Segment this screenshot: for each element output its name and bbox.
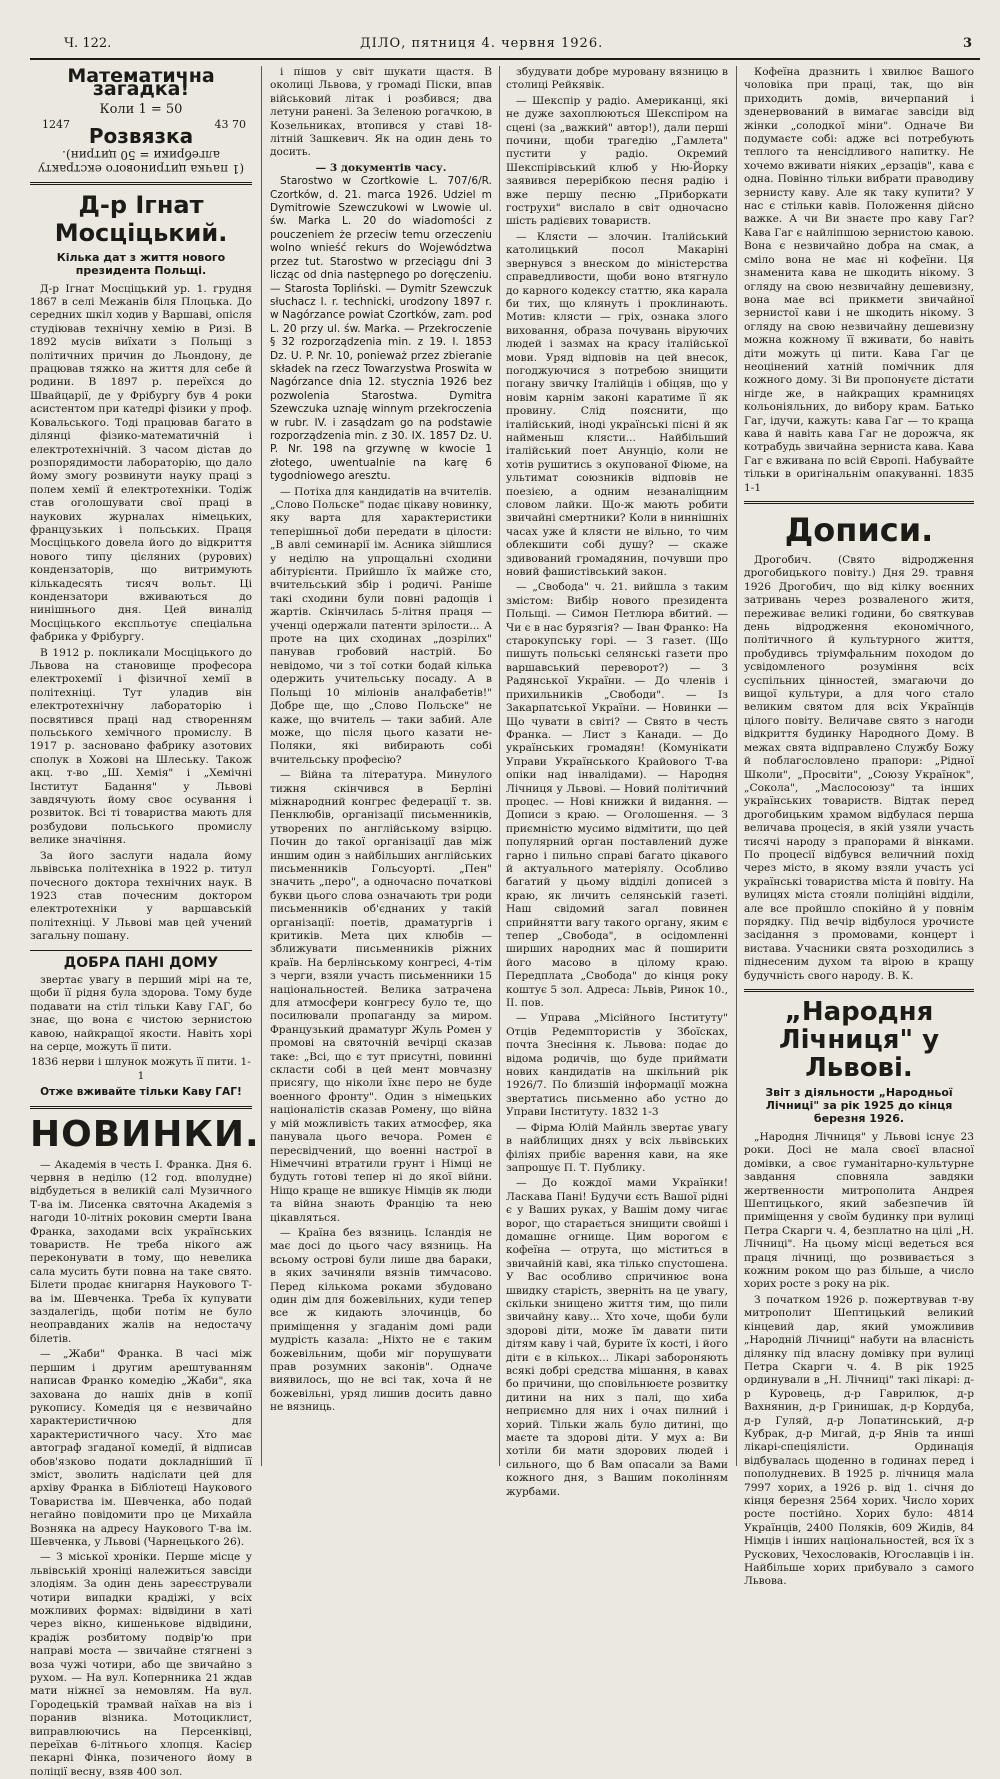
article-paragraph: Д-р Ігнат Мосціцький ур. 1. грудня 1867 в селі Межанів біля Плоцька. До середних шкіл ходив у Варшаві, опісля студіював технічну хемію в Ризі. В 1892 мусів виїхати з Польщі з політичних причин до Льондону, де працював тяжко на життя для себе й родини. В 1897 р. переїхся до Швайцарії, де у Фрібургу був 4 роки асистентом при катедрі фізики у проф. Ковальського. Тоді працював багато в ділянці фізико-математичній і електротехнічній. З часом дістав до розпорядимости лабораторію, що дало йому змогу розвинути науку праці з полем хемії й електротехніки. Тодіж став оголошувати свої праці в наукових журналах німецьких, французьких і польських. Праця Мосціцького довела його до відкриття нового типу цієляних (рурових) кондензаторів, що витримують кількадесять тисяч вольт. Ці кондензатори вживаються до нинішнього дня. Цей виналід Мосціцького експльотує спеціальна фабрика у Фрібургу.: [30, 282, 252, 644]
newspaper-page: [30, 30, 980, 1778]
answer-title: Розвязка: [88, 124, 194, 149]
riddle-right-number: 43 70: [214, 118, 246, 132]
news-item: — Потіха для кандидатів на вчителів. „Слово Польске" подає цікаву новинку, яку варта для характеристики теперішньої доби передати в цілости: „В авлі семинарії ім. Асника зійшлися у неділю на упрощальні сходини абітурієнти. Прийшло їх майже сто, вчительський збір і родичі. Раніше такі сходини були повні радощів і жартів. Скінчилась 5-літня праця — ученці одержали патенти зрілости... А проте на цих сходинах „дозрілих" панував гробовий настрій. Бо невідомо, чи з тої сотки бодай кілька одержить учительську посаду. А в Польщі 10 міліонів аналфабетів!" Добре ще, що „Слово Польске" не каже, що вчитель — таки забий. Але може, що після цього казати не-Поляки, які вибирають собі вчительську професію?: [270, 485, 492, 766]
documents-headline: — 3 документів часу.: [315, 161, 447, 174]
column-rule: [499, 66, 500, 1466]
issue-number: Ч. 122.: [64, 36, 112, 51]
news-item: збудувати добре муровану вязницю в столиці Рейкявік.: [506, 66, 728, 92]
column-rule: [261, 66, 262, 1466]
riddle-left-number: 1247: [42, 118, 70, 132]
masthead: [30, 30, 980, 60]
column-4: [744, 66, 974, 1588]
news-item: — Шекспір у радіо. Американці, які не дуже захоплюються Шекспіром на сцені (за „важкий" автор!), дали перші почини, щоби трагедію „Гамлета" пустити у радіо. Окремий Шекспірівський клюб у Ню-Йорку заявився перерібкою песня радію і вже першу песню „Приборкати гострухи" вислало в світ одночасно шість радієвих товариств.: [506, 94, 728, 228]
news-item: — З міської хроніки. Перше місце у львівській хроніці належиться завсіди злодіям. За один день зареєстрували чотири випадки крадіжі, у всіх можливих формах: відвідини в хаті через вікно, кишенькове відвідини, крадіж розбитому подвір'ю при направі моста — звичайне стягнені з воза чужі чотири, або ще звичайно з рухом. — На вул. Копернника 21 ждав мати ніжнєї за немовлям. На вул. Городецькій трамвай наїхав на віз і поранив візника. Мотоциклист, виправлюючись на Персенківці, переїхав 6-літнього хлопця. Касієр пекарні Фінка, позиченого йому в поліції весну, взяв 400 зол.: [30, 1551, 252, 1778]
moscicki-headline: Д-р Ігнат Мосціцький.: [54, 190, 228, 247]
lichnytsia-subheadline: Звіт з діяльности „Народньої Лічниці" за рік 1925 до кінця березня 1926.: [765, 1086, 953, 1125]
column-2: [270, 66, 492, 1466]
divider: [30, 950, 252, 951]
news-item: — Країна без вязниць. Ісландія не має досі до цього часу вязниць. На всьому острові були лише два бараки, в яких зачиняли вязнів тимчасово. Перед кількома роками збудовано один дім для божевільних, куди тепер все ж кидають злочинців, бо приміщення у згаданім домі ради мудрість казала: „Ніхто не є таким божевільним, щоби міг порушувати прав розумних законів". Одначе виявилось, що не всі так, хоча й не божевільні, уряд лишив досить давно не вязниць.: [270, 1226, 492, 1414]
column-rule: [736, 66, 737, 1466]
news-item: і пішов у світ шукати щастя. В околиці Львова, у громаді Піски, впав військовий літак і розбився; два летуни ранені. За Зеленою рогачкою, в Козельниках, втопився у ставі 18-літній Зашкевич. Як на один день то досить.: [270, 66, 492, 159]
answer-upside-down: (1 пачка цитринового екстракту алгебрики = 50 цитрин).: [37, 147, 245, 176]
news-item: — Академія в честь І. Франка. Дня 6. червня в неділю (12 год. вполудне) відбудеться в великій салі Музичного Т-ва ім. Лисенка святочна Академія з нагоди 10-літніх роковин смерти Івана Франка, заходами всіх українських товариств. Не треба нікого аж переконувати в тому, що невелика сала мусить бути повна на таке свято. Білети продає книгарня Наукового Т-ва ім. Шевченка. Треба їх купувати заздалегідь, щоби потім не було неоправданих жалів на недостачу білетів.: [30, 1158, 252, 1345]
dopysy-article: Дрогобич. (Свято відродження дрогобицького повіту.) Дня 29. травня 1926 Дрогобич, що від кілку воєнних затривань через розваленого житя, переживає великі години, бо святкував день відродження економічного, політичного й культурного життя, пробудивсь тріумфальним походом до усвідомленого розуміння всіх суспільних цінностей, змагаючи до вищої культури, а для чого стало великим святом для всіх Українців цілого повіту. Величаве свято з нагоди відкриття будинку Народного Дому. В межах свята відправлено Службу Божу й поблагословлено прапори: „Рідної Школи", „Просвіти", „Союзу Українок", „Сокола", „Маслосоюзу" та інших українських товариств. Відтак перед дрогобицьким храмом відбулася перша величава процесія, в якій узяли участь тисячі народу з прапорами й вінками. По процесії відбувся величний похід через місто, в якому взяли участь усі українські товариства міста й повіту. На вулицях міста стояли поліційні відділи, але все пройшло спокійно й у повнім порядку. Під вечір відбулося урочисте засідання з промовами, концерт і вистава. Учасники свята розходились з піднесеним духом та вірою в кращу будучність свого народу. В. К.: [744, 554, 974, 982]
news-item: — До кождої мами Українки! Ласкава Пані! Будучи єсть Вашої рідні є у Ваших руках, у Вашім дому чигає ворог, що старається знищити свойші і домашнє огнище. Цим ворогом є кофеїна — отрута, що міститься в звичайній каві, яка тілько спустошена. У Вас особливо спричинює вона швидку старість, зверніть на це увагу, скільки знищено життя тим, що пили звичайну каву... Хто хоче, щоби були здорові діти, може їм давати пити дітям каву і чай, бурите їх кості, і його діти є в кількох... Лікарі забороняють всякі добрі средства мішання, в кавах бо причини, що сповільнюєте розвитку дитини на них з палі, що хиба неприємно для них і очах пилний і хорий. Тільки жаль було дитині, що маєте та здорові діти. У мух а: Ви хотіли би мати здорових людей і сильного, що б Вам опасали за Вами кожного дня, з Вашим поколінням журбами.: [506, 1177, 728, 1498]
article-paragraph: З початком 1926 р. пожертвував т-ву митрополит Шептицький великий кінцевий дар, який уможливив „Народній Лічниці" набути на власність ділянку під власну домівку при вулиці Петра Скарги ч. 4. В рік 1925 ординували в „Н. Лічниці" такі лікарі: д-р Куровець, д-р Гаврилюк, д-р Вахнянин, д-р Гринишак, д-р Кордуба, д-р Гуляй, д-р Лопатинський, д-р Кубрак, д-р Мигай, д-р Янів та инші лікарі-спеціялісти. Ординація відбувалась щоденно в годинах перед і пополудневих. В 1925 р. лічниця мала 7997 хорих, а 1926 р. від 1. січня до кінця березня 2564 хорих. Число хорих росте постійно. Хорих було: 4814 Українців, 2400 Поляків, 609 Жидів, 84 Німців і інших національностей, вся їх з Рускових, Чехословаків, Югославців і ін. Найбільше хорих прибувало з самого Львова.: [744, 1293, 974, 1588]
divider: [30, 182, 252, 185]
news-item: — Клясти — злочин. Італійський католицький посол Макаріні звернувся з внеском до міністерства справедливости, щоби воно втягнуло до карного кодексу статтю, яка карала би тих, що клянуть і проклинають. Мотив: клясти — гріх, ознака злого виховання, образа почувань віруючих людей і зазмах на красу італійської мови. Уряд відповів на цей внесок, погоджуючися з потребою знищити погану звичку Італійців і обіцяв, що у новім карнім законі каратиме її як провину. Слід пояснити, що італійський, іноді українські пісні й як найменьш клясти... Найбільший італійський поет Анунціо, коли не хотів рушитись з окупованої Фіюме, на ультимат союзників відповів не поезією, а одним незаналіщним словом лайки. Що-ж мають робити звичайні смертники? Коли в ниннішніх часах уже й клясти не вільно, то чим облекшити собі душу? — скаже здивований громадянин, почувши про новий фашистівський закон.: [506, 230, 728, 579]
ad-slogan: Отже вживайте тільки Каву ГАГ!: [40, 1086, 242, 1099]
news-item: — Управа „Місійного Інституту" Отців Редемптористів у Збоїсках, почта Знесіння к. Львова: подає до відома родичів, що буде приймати нових кандидатів на шкільний рік 1926/7. По близшій інформації можна звертатись письменно або устно до Управи Інституту. 1832 1-3: [506, 1012, 728, 1119]
column-1: [30, 65, 260, 1778]
riddle-numbers: [30, 118, 252, 134]
dopysy-section-title: Дописи.: [784, 511, 934, 549]
divider: [30, 1106, 252, 1109]
news-item: — Війна та література. Минулого тижня скінчився в Берліні міжнародний конгрес федерації т. зв. Пенклюбів, організації письменників, утворених по англійському взірцю. Почин до такої організації дав між иншим один з найбільших англійських письменників Гольсуорті. „Пен" значить „перо", а одночасно початкові букви цього слова означають три роди письменників об'єднаних у такій організації: поетів, драматургів і критиків. Мета цих клюбів — зближувати письменників ріжних країв. На берлінському конгресі, 4-тім з черги, взяли участь письменники 15 національностей. Велика затрачена для атмосфери конгресу було те, що посилювали пропаганду за миром. Французький драматург Жуль Ромен у промові на святочній вечірці сказав таке: „Всі, що є тут присутні, повинні скласти собі в цей мент мовчазну присягу, що ніколи їхнє перо не буде военного фронту". Один з німецьких націоналістів сказав Ромену, що війна у мій можливість таких атмосфер, яка панувала цього вечора. Ромен є пересвідчений, що военні настрої в Німеччині втратили грунт і Німці не будуть готові тепер ні до якої війни. Ніщо краще не вшикує Німців як люди та війна знають Францію та нею цікавляться.: [270, 769, 492, 1224]
riddle-title: Математична загадка!: [67, 65, 215, 101]
news-item: — „Свобода" ч. 21. вийшла з таким змістом: Вибір нового президента Польщі. — Симон Петлюра вбитий. — Чи є в нас бурязгія? — Іван Франко: На старокупську горі. — З газет. (Що пишуть польські селянські газети про варшавський переворот?) — З Радянської України. — До членів і прихильників „Свободи". — Із Закарпатської України. — Новинки — Що чувати в світі? — Свято в честь Франка. — Лист з Канади. — До українських громадян! (Комунікати Управи Українського Крайового Т-ва опіки над інвалідами). — Народня Лічниця у Львові. — Новий політичний процес. — Нові книжки й видання. — Дописи з краю. — Оголошення. — З приємністю мусимо відмітити, що цей популярний орган поставлений дуже гарно і пильно справі багато цікавого й актуального матеріялу. Особливо багатий у цьому відділі дописей з краю, як личить селянській газеті. Наш свідомий загал повинен сприйнятти вагу такого органу, яким є тепер „Свобода", в осідомленні ширших народних мас й поширити його масово в цілому краю. Передплата „Свобода" до кінця року коштує 5 зол. Адреса: Львів, Ринок 10., II. пов.: [506, 581, 728, 1010]
page-number: 3: [962, 36, 972, 51]
article-paragraph: „Народня Лічниця" у Львові існує 23 роки. Досі не мала своєї власної домівки, а своє гуманітарно-культурне завдання сповняла завдяки жертвенности митрополита Андрея Шептицького, який забезпечив їй приміщення у своїм будинку при вулиці Петра Скарги ч. 4, безплатно на цілі „Н. Лічниці". На цьому місці ведеться вся праця лічниці, що розвивається з кожним роком що раз більше, а число хорих росте з року на рік.: [744, 1131, 974, 1291]
article-paragraph: В 1912 р. покликали Мосціцького до Львова на становище професора електрохемії і фізичної хемії в політехніці. Тут уладив він електротехнічну лабораторію і посвятився праці над створенням польського хемічного промислу. В 1917 р. засновано фабрику азотових сполук в Хожові на Шлеську. Також акц. т-во „Ш. Хемія" і „Хемічні Інститут Бадання" у Львові завдячують йому своє осування і розвиток. Всі ті товариства мають для розбудови польського промислу велике значіння.: [30, 646, 252, 847]
moscicki-subheadline: Кілька дат з життя нового президента Польщі.: [56, 250, 226, 277]
article-paragraph: За його заслуги надала йому львівська політехніка в 1922 р. титул почесного доктора технічних наук. В 1923 став почесним доктором електротехніки у варшавській політехніці. У Львові мав цей учений загальну пошану.: [30, 849, 252, 943]
divider: [744, 501, 974, 504]
column-3: [506, 66, 728, 1498]
news-item: — „Жаби" Франка. В часі між першим і другим арештуванням написав Франко комедію „Жаби", яка захована до нашіх днів в копії рукопису. Комедія ця є незвичайно характеристичною для характеристичного часу. Хто має автограф згаданої комедії, й відписав обов'язково подати докладніший її зміст, зволить надіслати цей для архіву Франка в Бібліотеці Наукового Товариства ім. Шевченка, або подай негайно повідомити про це Михайла Возняка на адресу Наукового Т-ва ім. Шевченка, у Львові (Чарнецького 26).: [30, 1348, 252, 1548]
coffee-ad-text: Кофеїна дразнить і хвилює Вашого чоловіка при праці, так, що він приходить домів, вичерпаний і зденервований в вимагає завсіди від жінки „солодкої міни". Одначе Ви подумаєте собі: адже всі потребують теплого та ненсідливого напитку. Не хочемо вживати ніяких „ерзаців", кава є одна. Повінно тільки вибрати праводиву зернисту каву. Але як таку купити? У нас є стільки кавів. Положення дійсно важке. А чи Ви знаєте про каву Гаг? Кава Гаг є найліпшою зернистою кавою. Вона є незвичайно добра на смак, а сміло вона не має ні кофеїни. Ця знаменита кава не шкодить нікому. З огляду на свою незвичайну дешевизну, вона мае всі прикмети звичайної зернистої кави і не шкодить нікому. З огляду на свою незвичайну дешевизну можна кожному її вживати, бо навіть діти можуть ці пити. Кава Гаг це неоцінений хатній помічник для кожного дому. Зі Ви пропонуєте дістати нігде же, в найкращих крамницях кольоніяльних, до вибору крам. Батько Гаг, ідучи, кажуть: кава Гаг — то краща кава й навіть кава Гаг не дорожча, як котрабудь звичайна зерниста кава. Кава Гаг є вживана по всій Європі. Набувайте тільки в оригінальнім опакуванні. 1835 1-1: [744, 66, 974, 494]
ad-title: ДОБРА ПАНІ ДОМУ: [63, 954, 219, 971]
ad-body: звертає увагу в перший мірі на те, щоби її рідня була здорова. Тому буде подавати на стіл тільки Каву ГАГ, бо знає, що вона є чистою зернистою кавою, найкращої якости. Навіть хорі на серце, можуть її пити.: [30, 973, 252, 1053]
lichnytsia-headline: „Народня Лічниця" у Львові.: [778, 997, 940, 1083]
news-item: — Фірма Юлій Майнль звертає увагу в найблищих днях у всіх львівських філіях прибіє варення кави, на яке запрошує П. Т. Публику.: [506, 1121, 728, 1174]
polish-document-text: Starostwo w Czortkowie L. 707/6/R. Czortków, d. 21. marca 1926. Udziel m Dymitrowie Szewczukowi w Lwowie ul. św. Marka L. 20 do wiadomości z pouczeniem że przeciw temu orzeczeniu wolno wnieść rekurs do Województwa przez tut. Starostwo w przeciągu dni 3 licząc od dnia następnego po doręczeniu. — Starosta Topliński. — Dymitr Szewczuk słuchacz I. r. technicki, urodzony 1897 r. w Nagórzance powiat Czortków, zam. pod L. 20 przy ul. św. Marka. — Przekroczenie § 32 rozporządzenia min. z 19. I. 1853 Dz. U. P. Nr. 10, ponieważ przez zbieranie składek na rzecz Towarzystwa Proswita w Nagórzance dnia 12. stycznia 1926 bez pozwolenia Starostwa. Dymitra Szewczuka uznaję winnym przekroczenia w rubr. IV. i zasądzam go na podstawie rozporządzenia min. z 30. IX. 1857 Dz. U. P. Nr. 198 na grzywnę w kwocie 1 złotego, uwentualnie na karę 6 tygodniowego aresztu.: [270, 175, 492, 483]
news-section-title: НОВИНКИ.: [30, 1113, 260, 1155]
ad-reference: 1836 нерви і шлунок можуть її пити. 1-1: [31, 1056, 251, 1082]
divider: [744, 989, 974, 992]
riddle-formula: Коли 1 = 50: [99, 101, 183, 117]
newspaper-title-date: ДІЛО, пятниця 4. червня 1926.: [360, 36, 604, 51]
